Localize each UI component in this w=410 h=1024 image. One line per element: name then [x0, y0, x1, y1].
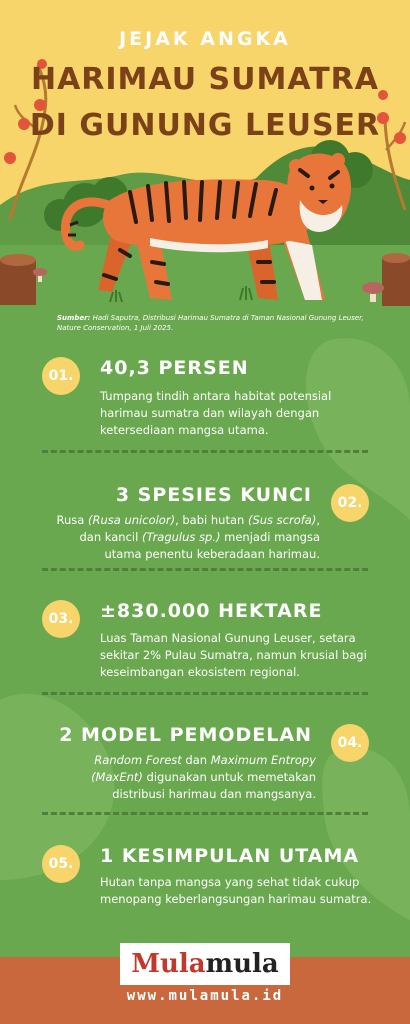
species-name: (Rusa unicolor) [88, 513, 176, 527]
stat-number-badge: 02. [331, 484, 369, 522]
section-divider [42, 692, 368, 695]
desc-text: Rusa [56, 513, 89, 527]
species-name: (Sus scrofa) [247, 513, 317, 527]
header-kicker: JEJAK ANGKA [119, 28, 291, 50]
desc-text: digunakan untuk memetakan [142, 770, 316, 784]
source-label: Sumber: [57, 314, 91, 322]
stat-description: Luas Taman Nasional Gunung Leuser, setara sekitar 2% Pulau Sumatra, namun krusial bagi keseimbangan ekosistem regional. [100, 631, 367, 679]
stat-title: ±830.000 HEKTARE [100, 600, 323, 622]
model-name: Random Forest [94, 753, 182, 767]
stat-number-badge: 04. [331, 724, 369, 762]
section-divider [42, 568, 368, 571]
species-name: (Tragulus sp.) [141, 530, 221, 544]
desc-text: , [316, 513, 320, 527]
source-citation [57, 313, 377, 333]
desc-text: utama penentu keberadaan harimau. [104, 547, 320, 561]
stat-number-badge: 01. [42, 357, 80, 395]
logo-text-part1: Mula [131, 949, 206, 979]
desc-text: dan [181, 753, 211, 767]
stat-title: 2 MODEL PEMODELAN [59, 724, 312, 746]
stat-description [20, 752, 316, 803]
desc-text: , babi hutan [175, 513, 248, 527]
stat-number-badge: 05. [42, 845, 80, 883]
section-divider [42, 450, 368, 453]
stat-description: Tumpang tindih antara habitat potensial harimau sumatra dan wilayah dengan ketersediaan mangsa utama. [100, 389, 332, 437]
brand-logo[interactable] [120, 943, 290, 985]
stat-description: Hutan tanpa mangsa yang sehat tidak cukup menopang keberlangsungan harimau sumatra. [100, 875, 372, 906]
model-name: (MaxEnt) [91, 770, 143, 784]
tree-stump-right [382, 253, 410, 306]
tree-stump-left [0, 254, 36, 305]
stat-description [20, 512, 320, 563]
section-divider [42, 812, 368, 815]
model-name: Maximum Entropy [210, 753, 316, 767]
stat-title: 1 KESIMPULAN UTAMA [100, 845, 360, 867]
desc-text: menjadi mangsa [220, 530, 320, 544]
stat-title: 3 SPESIES KUNCI [115, 484, 312, 506]
desc-text: distribusi harimau dan mangsanya. [112, 787, 316, 801]
source-text: Hadi Saputra, Distribusi Harimau Sumatra di Taman Nasional Gunung Leuser, Nature Conservation, 1 Juli 2025. [57, 314, 364, 332]
stat-title: 40,3 PERSEN [100, 357, 249, 379]
page-title-line-1: HARIMAU SUMATRA [30, 62, 380, 97]
website-link[interactable]: www.mulamula.id [126, 988, 284, 1004]
stat-number-badge: 03. [42, 600, 80, 638]
logo-text-part2: mula [205, 949, 279, 979]
page-title-line-2: DI GUNUNG LEUSER [29, 108, 381, 143]
desc-text: dan kancil [79, 530, 142, 544]
